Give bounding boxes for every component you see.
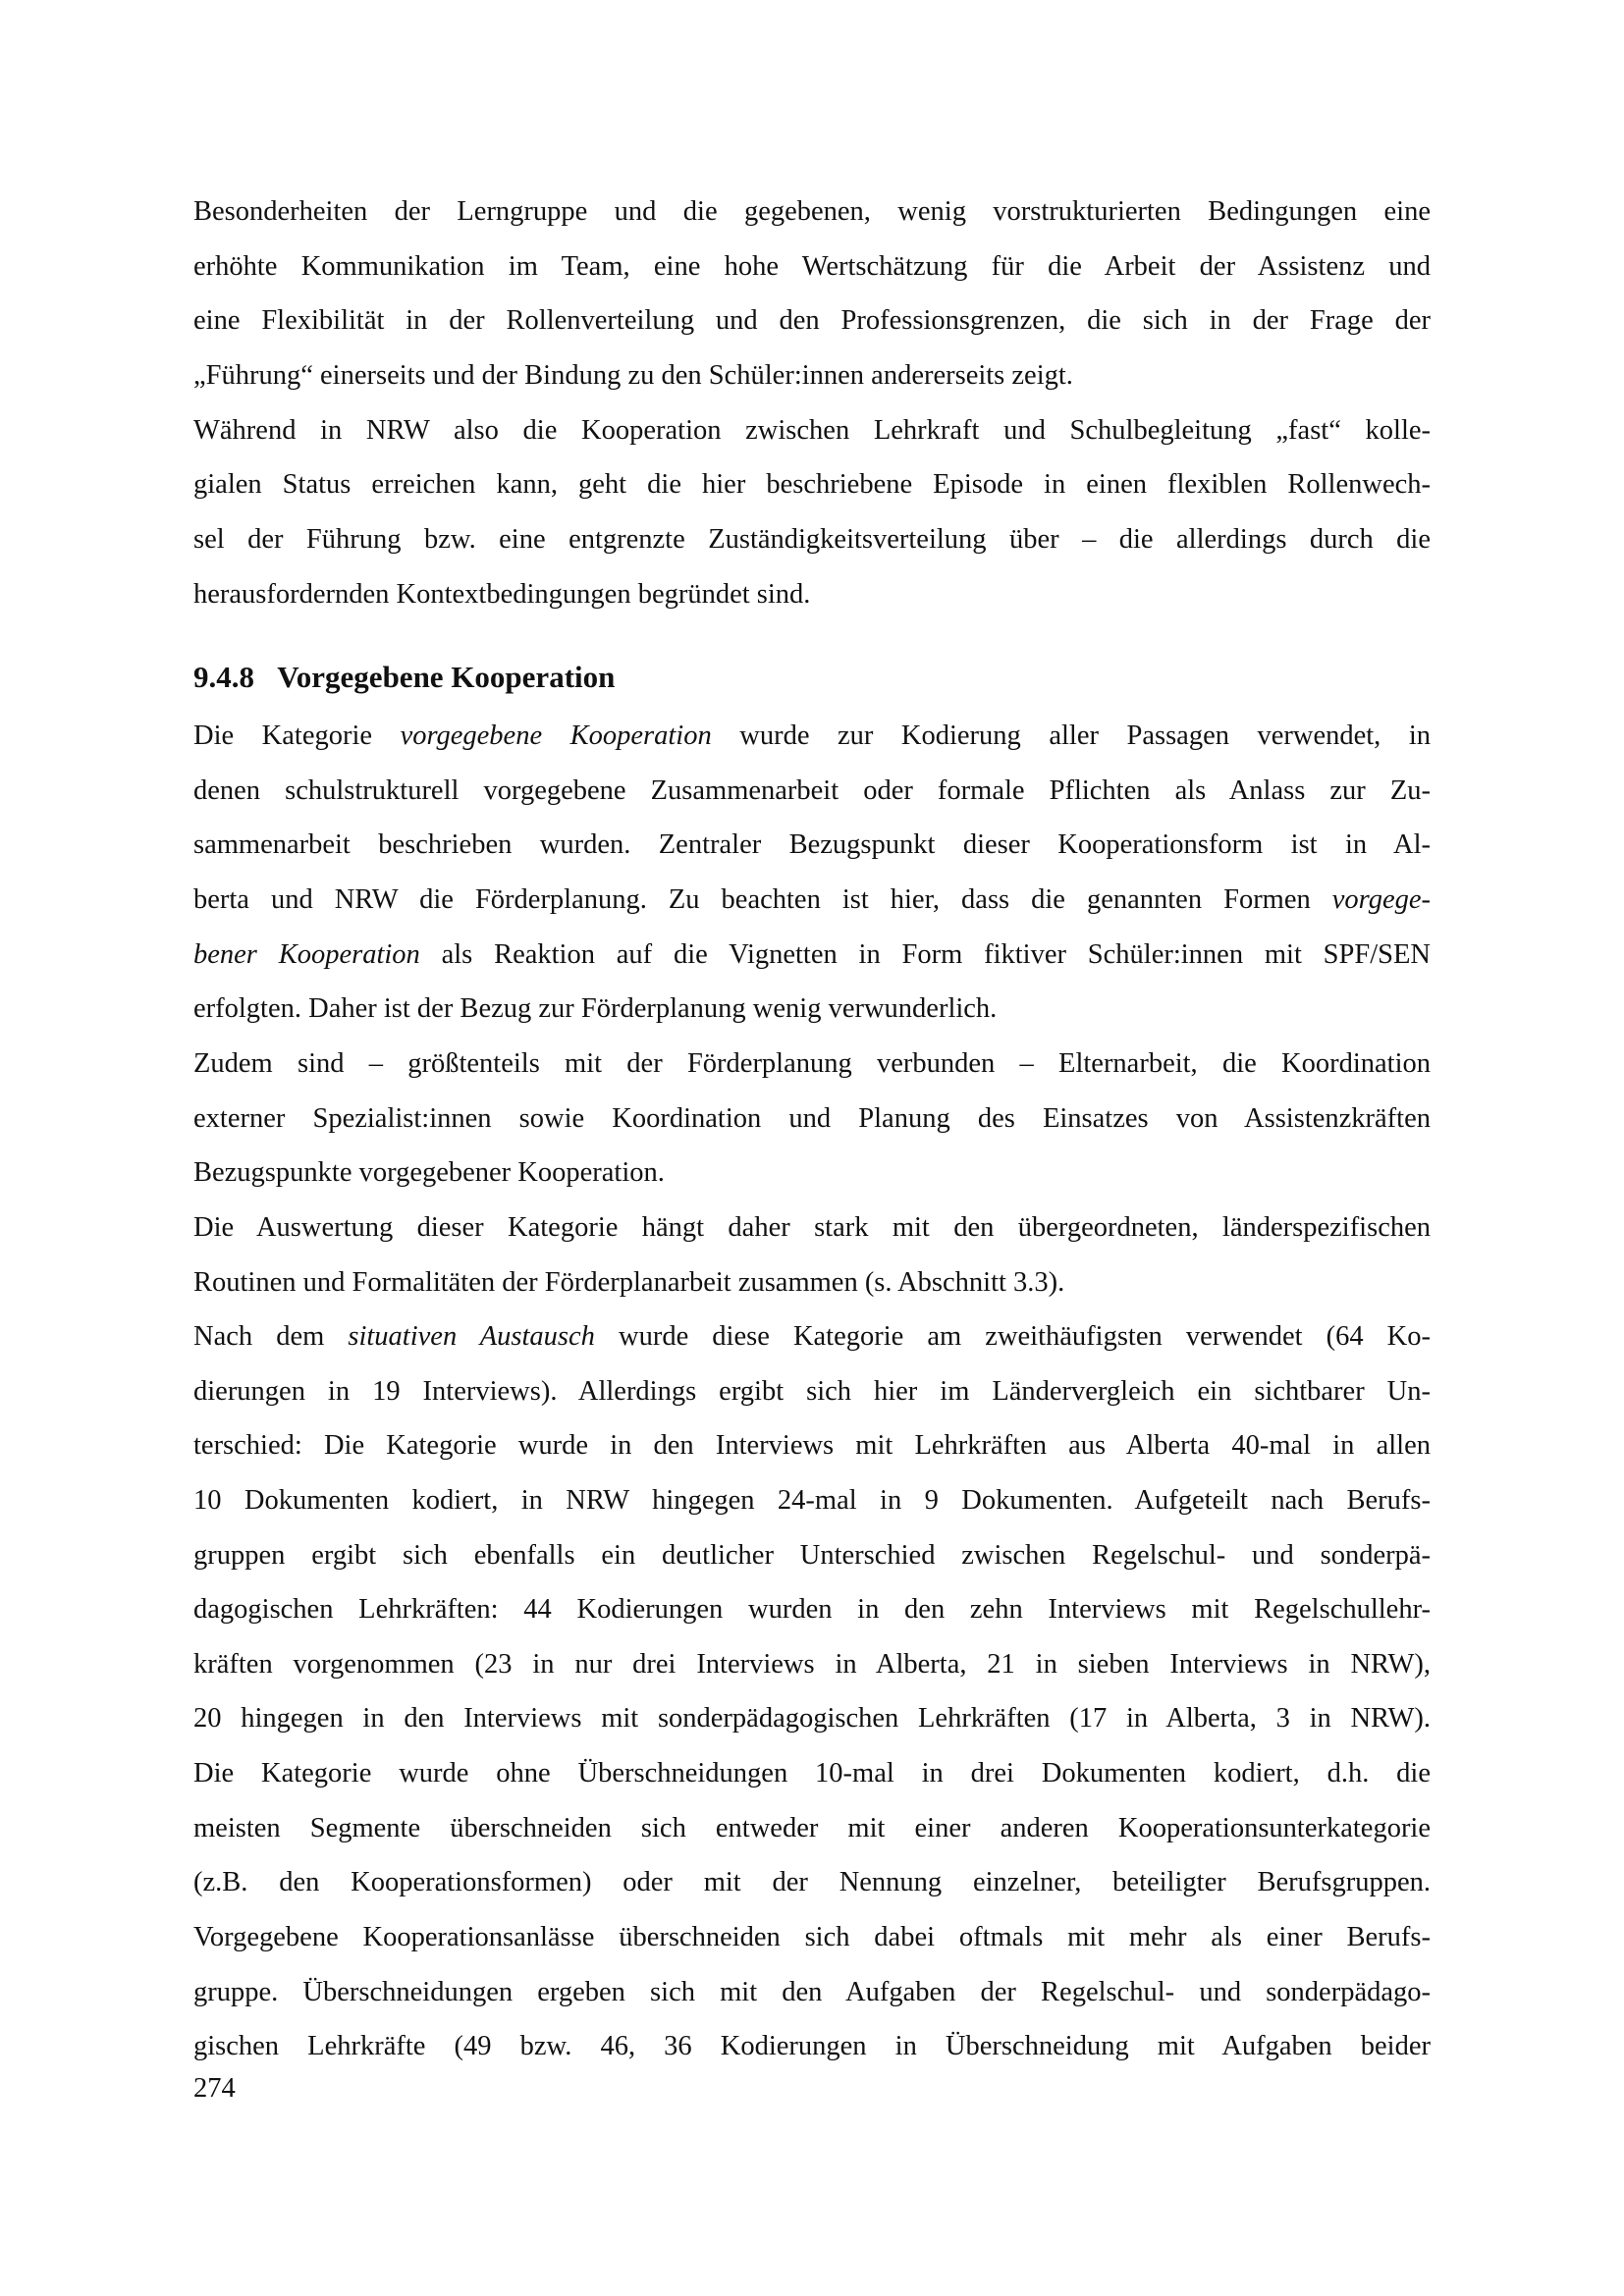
text-line: Die Auswertung dieser Kategorie hängt daher stark mit den übergeordneten, länderspezifischen — [193, 1212, 1431, 1243]
text-line — [193, 935, 1431, 975]
text-line: (z.B. den Kooperationsformen) oder mit der Nennung einzelner, beteiligter Berufsgruppen. — [193, 1867, 1431, 1897]
text-line: dagogischen Lehrkräften: 44 Kodierungen wurden in den zehn Interviews mit Regelschullehr- — [193, 1594, 1431, 1625]
text-run: berta und NRW die Förderplanung. Zu beachten ist hier, dass die genannten Formen — [193, 884, 1332, 915]
text-line: Bezugspunkte vorgegebener Kooperation. — [193, 1157, 665, 1188]
text-line: sel der Führung bzw. eine entgrenzte Zuständigkeitsverteilung über – die allerdings durch die — [193, 524, 1431, 555]
text-run: Nach dem — [193, 1321, 349, 1352]
text-line: sammenarbeit beschrieben wurden. Zentraler Bezugspunkt dieser Kooperationsform ist in Al- — [193, 829, 1431, 860]
text-line — [193, 717, 1431, 756]
text-line: herausfordernden Kontextbedingungen begründet sind. — [193, 579, 811, 610]
section-number: 9.4.8 — [193, 660, 254, 694]
text-line: gischen Lehrkräfte (49 bzw. 46, 36 Kodierungen in Überschneidung mit Aufgaben beider — [193, 2031, 1431, 2061]
text-line: Besonderheiten der Lerngruppe und die gegebenen, wenig vorstrukturierten Bedingungen eine — [193, 196, 1431, 227]
text-line: meisten Segmente überschneiden sich entweder mit einer anderen Kooperationsunterkategorie — [193, 1813, 1431, 1843]
text-run: wurde diese Kategorie am zweithäufigsten verwendet (64 Ko- — [594, 1321, 1431, 1352]
text-line: erfolgten. Daher ist der Bezug zur Förderplanung wenig verwunderlich. — [193, 993, 998, 1024]
text-line: Vorgegebene Kooperationsanlässe überschneiden sich dabei oftmals mit mehr als einer Berufs- — [193, 1922, 1431, 1952]
text-line: 20 hingegen in den Interviews mit sonderpädagogischen Lehrkräften (17 in Alberta, 3 in NRW). — [193, 1703, 1431, 1734]
emphasis-term: bener Kooperation — [193, 939, 420, 970]
text-line: gialen Status erreichen kann, geht die hier beschriebene Episode in einen flexiblen Rollenwech- — [193, 469, 1431, 500]
text-line: Während in NRW also die Kooperation zwischen Lehrkraft und Schulbegleitung „fast“ kolle- — [193, 415, 1431, 446]
text-line: Routinen und Formalitäten der Förderplanarbeit zusammen (s. Abschnitt 3.3). — [193, 1267, 1065, 1298]
text-line: Zudem sind – größtenteils mit der Förderplanung verbunden – Elternarbeit, die Koordination — [193, 1048, 1431, 1079]
text-run: Die Kategorie — [193, 721, 401, 751]
text-line: Die Kategorie wurde ohne Überschneidungen 10-mal in drei Dokumenten kodiert, d.h. die — [193, 1758, 1431, 1789]
emphasis-term: vorgegebene Kooperation — [400, 721, 712, 751]
text-run: wurde zur Kodierung aller Passagen verwendet, in — [711, 721, 1431, 751]
page-number: 274 — [193, 2073, 236, 2104]
text-line — [193, 881, 1431, 920]
text-line: gruppe. Überschneidungen ergeben sich mit den Aufgaben der Regelschul- und sonderpädago- — [193, 1977, 1431, 2007]
emphasis-term: vorgege- — [1331, 884, 1431, 915]
text-line — [193, 1317, 1431, 1357]
text-line: terschied: Die Kategorie wurde in den Interviews mit Lehrkräften aus Alberta 40-mal in allen — [193, 1430, 1431, 1461]
text-line: kräften vorgenommen (23 in nur drei Interviews in Alberta, 21 in sieben Interviews in NRW), — [193, 1649, 1431, 1680]
text-line: „Führung“ einerseits und der Bindung zu den Schüler:innen andererseits zeigt. — [193, 360, 1073, 391]
text-line: eine Flexibilität in der Rollenverteilung und den Professionsgrenzen, die sich in der Frage der — [193, 305, 1431, 336]
section-heading — [193, 658, 615, 697]
text-line: 10 Dokumenten kodiert, in NRW hingegen 24-mal in 9 Dokumenten. Aufgeteilt nach Berufs- — [193, 1485, 1431, 1516]
text-run: als Reaktion auf die Vignetten in Form fiktiver Schüler:innen mit SPF/SEN — [419, 939, 1431, 970]
text-line: dierungen in 19 Interviews). Allerdings ergibt sich hier im Ländervergleich ein sichtbarer Un- — [193, 1376, 1431, 1407]
text-line: denen schulstrukturell vorgegebene Zusammenarbeit oder formale Pflichten als Anlass zur Zu- — [193, 775, 1431, 806]
emphasis-term: situativen Austausch — [348, 1321, 595, 1352]
text-line: externer Spezialist:innen sowie Koordination und Planung des Einsatzes von Assistenzkräften — [193, 1103, 1431, 1134]
text-line: gruppen ergibt sich ebenfalls ein deutlicher Unterschied zwischen Regelschul- und sonderpä- — [193, 1540, 1431, 1571]
section-title: Vorgegebene Kooperation — [277, 660, 616, 694]
text-line: erhöhte Kommunikation im Team, eine hohe Wertschätzung für die Arbeit der Assistenz und — [193, 251, 1431, 282]
